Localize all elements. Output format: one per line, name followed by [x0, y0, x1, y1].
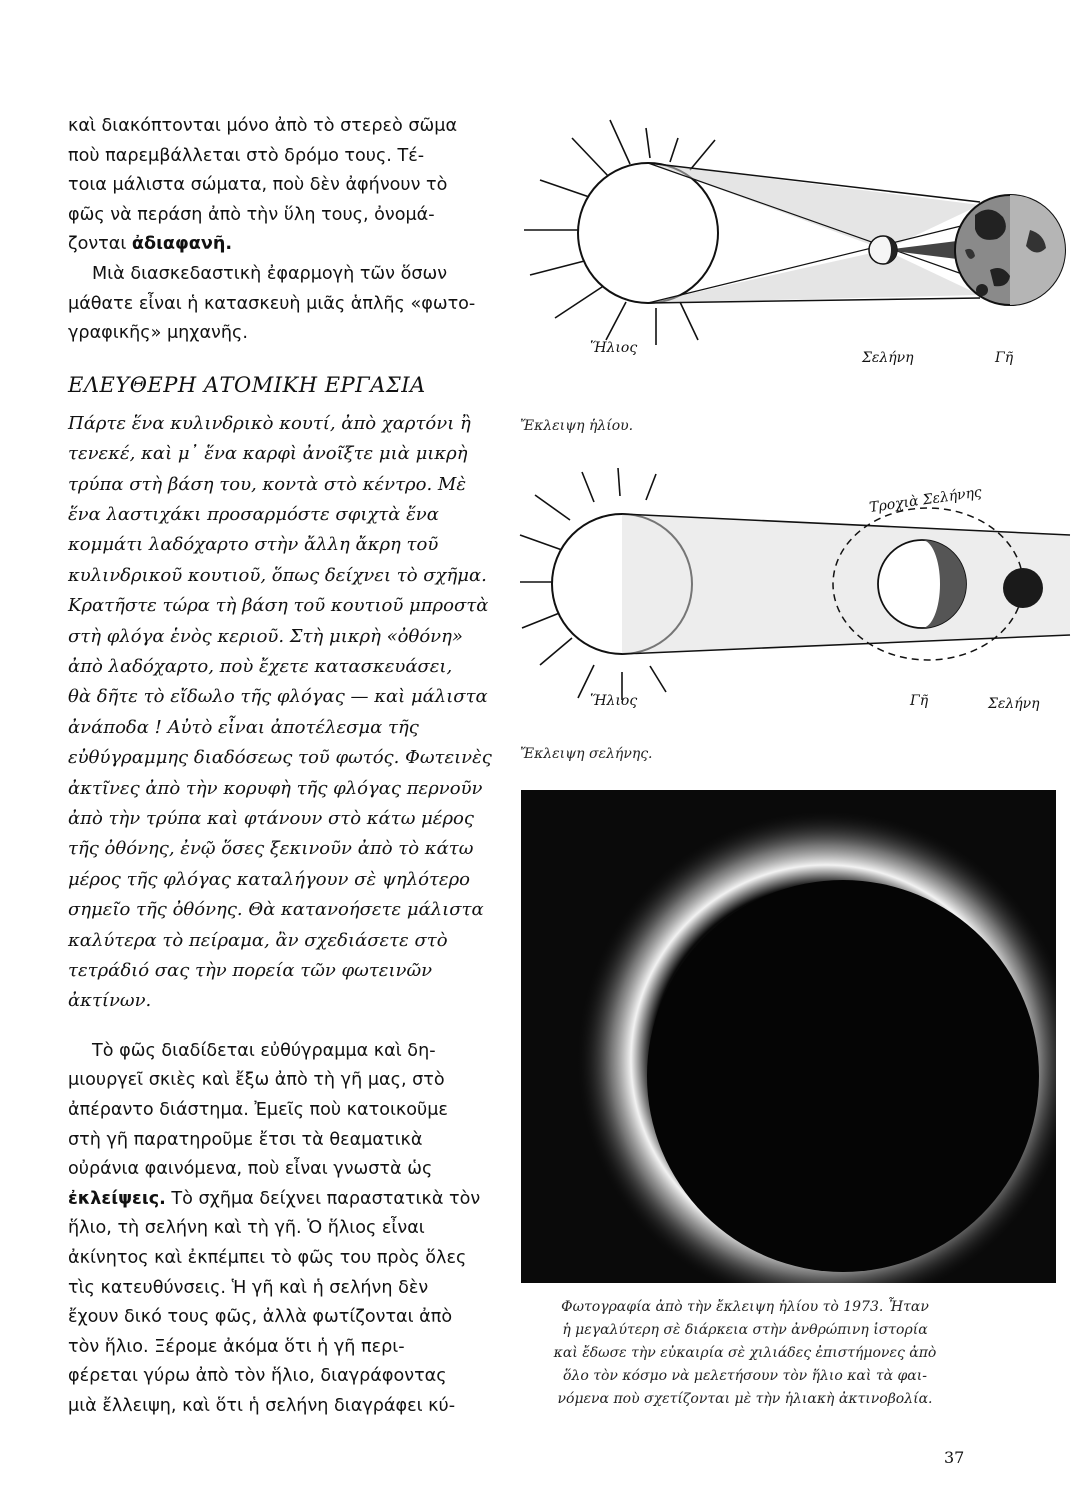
text-line: φῶς νὰ περάση ἀπὸ τὴν ὕλη τους, ὀνομά-	[68, 204, 435, 225]
label-earth: Γῆ	[910, 693, 929, 709]
text-line: ἀπέραντο διάστημα. Ἐμεῖς ποὺ κατοικοῦμε	[68, 1100, 448, 1121]
text-line: μάθατε εἶναι ἡ κατασκευὴ μιᾶς ἁπλῆς «φωτο-	[68, 293, 476, 314]
text-line: τετράδιό σας τὴν πορεία τῶν φωτεινῶν	[68, 960, 433, 982]
text-fragment: Τὸ σχῆμα δείχνει παραστατικὰ τὸν	[165, 1188, 481, 1209]
text-line: ἀνάποδα ! Αὐτὸ εἶναι ἀποτέλεσμα τῆς	[68, 716, 419, 738]
label-moon-orbit: Τροχιὰ Σελήνης	[868, 484, 983, 516]
page-number: 37	[944, 1448, 965, 1467]
paragraph-opaque-bodies	[68, 112, 486, 349]
text-fragment: ζονται	[68, 234, 132, 255]
text-line: μιουργεῖ σκιὲς καὶ ἔξω ἀπὸ τὴ γῆ μας, στὸ	[68, 1070, 445, 1091]
label-moon: Σελήνη	[988, 696, 1040, 712]
text-line: μέρος τῆς φλόγας καταλήγουν σὲ ψηλότερο	[68, 868, 471, 890]
text-line: καλύτερα τὸ πείραμα, ἂν σχεδιάσετε στὸ	[68, 929, 448, 951]
left-column	[68, 112, 492, 1422]
label-sun: Ἥλιος	[590, 693, 638, 709]
text-line: ἥλιο, τὴ σελήνη καὶ τὴ γῆ. Ὁ ἥλιος εἶναι	[68, 1218, 425, 1239]
caption-line: ἡ μεγαλύτερη σὲ διάρκεια στὴν ἀνθρώπινη ἱστορία	[562, 1322, 928, 1338]
earth-icon	[955, 195, 1065, 305]
text-line: ἀπὸ λαδόχαρτο, ποὺ ἔχετε κατασκευάσει,	[68, 656, 453, 677]
text-line: στὴ φλόγα ἑνὸς κεριοῦ. Στὴ μικρὴ «ὀθόνη»	[68, 625, 463, 647]
text-line: ἀκίνητος καὶ ἐκπέμπει τὸ φῶς του πρὸς ὅλες	[68, 1248, 467, 1269]
bold-term-eclipses: ἐκλείψεις.	[68, 1188, 166, 1209]
text-line: τὶς κατευθύνσεις. Ἡ γῆ καὶ ἡ σελήνη δὲν	[68, 1277, 429, 1298]
text-line: τρύπα στὴ βάση του, κοντὰ στὸ κέντρο. Μὲ	[68, 473, 467, 495]
activity-paragraph	[68, 409, 492, 1017]
moon-icon	[1003, 568, 1043, 608]
text-line: ἔχουν δικό τους φῶς, ἀλλὰ φωτίζονται ἀπὸ	[68, 1307, 453, 1328]
text-line: Μιὰ διασκεδαστικὴ ἐφαρμογὴ τῶν ὅσων	[92, 263, 448, 284]
text-line: τῆς ὀθόνης, ἐνῷ ὅσες ξεκινοῦν ἀπὸ τὸ κάτω	[68, 838, 474, 860]
text-line	[68, 230, 486, 260]
caption-line: καὶ ἔδωσε τὴν εὐκαιρία σὲ χιλιάδες ἐπιστήμονες ἀπὸ	[553, 1345, 937, 1361]
figure2-caption: Ἔκλειψη σελήνης.	[520, 746, 653, 762]
caption-line: νόμενα ποὺ σχετίζονται μὲ τὴν ἡλιακὴ ἀκτινοβολία.	[557, 1391, 933, 1407]
text-line: οὐράνια φαινόμενα, ποὺ εἶναι γνωστὰ ὡς	[68, 1159, 433, 1180]
text-line: κομμάτι λαδόχαρτο στὴν ἄλλη ἄκρη τοῦ	[68, 534, 439, 556]
section-heading: ΕΛΕΥΘΕΡΗ ΑΤΟΜΙΚΗ ΕΡΓΑΣΙΑ	[68, 372, 426, 397]
text-line: τὸν ἥλιο. Ξέρομε ἀκόμα ὅτι ἡ γῆ περι-	[68, 1336, 405, 1357]
sun-icon	[578, 163, 718, 303]
corona-image	[521, 790, 1056, 1283]
text-line: θὰ δῆτε τὸ εἴδωλο τῆς φλόγας — καὶ μάλιστα	[68, 686, 488, 708]
label-moon: Σελήνη	[862, 350, 914, 366]
text-line: Κρατῆστε τώρα τὴ βάση τοῦ κουτιοῦ μπροστὰ	[68, 595, 489, 617]
text-line: ἀκτίνων.	[68, 990, 152, 1012]
text-line: γραφικῆς» μηχανῆς.	[68, 323, 248, 344]
text-line: Τὸ φῶς διαδίδεται εὐθύγραμμα καὶ δη-	[92, 1040, 436, 1061]
text-line: φέρεται γύρω ἀπὸ τὸν ἥλιο, διαγράφοντας	[68, 1366, 447, 1387]
caption-line: ὅλο τὸν κόσμο νὰ μελετήσουν τὸν ἥλιο καὶ τὰ φαι-	[563, 1368, 927, 1384]
text-line: ἀπὸ τὴν τρύπα καὶ φτάνουν στὸ κάτω μέρος	[68, 808, 474, 830]
text-line: ἕνα λαστιχάκι προσαρμόστε σφιχτὰ ἕνα	[68, 503, 439, 525]
text-line: εὐθύγραμμης διαδόσεως τοῦ φωτός. Φωτεινὲς	[68, 747, 492, 769]
text-line: ποὺ παρεμβάλλεται στὸ δρόμο τους. Τέ-	[68, 145, 425, 166]
solar-eclipse-diagram	[510, 90, 1070, 390]
text-line: τενεκέ, καὶ μ᾽ ἕνα καρφὶ ἀνοῖξτε μιὰ μικρὴ	[68, 443, 468, 465]
photo-caption	[510, 1296, 980, 1411]
text-line: Πάρτε ἕνα κυλινδρικὸ κουτί, ἀπὸ χαρτόνι ἢ	[68, 412, 471, 434]
paragraph-eclipses	[68, 1037, 486, 1422]
text-line: σημεῖο τῆς ὀθόνης. Θὰ κατανοήσετε μάλιστα	[68, 899, 484, 921]
text-line: καὶ διακόπτονται μόνο ἀπὸ τὸ στερεὸ σῶμα	[68, 116, 458, 136]
figure1-caption: Ἔκλειψη ἡλίου.	[520, 418, 634, 434]
label-sun: Ἥλιος	[590, 340, 638, 356]
eclipse-photo	[521, 790, 1056, 1283]
bold-term-opaque: ἀδιαφανῆ.	[131, 234, 233, 255]
text-line: τοια μάλιστα σώματα, ποὺ δὲν ἀφήνουν τὸ	[68, 175, 448, 196]
label-earth: Γῆ	[995, 350, 1014, 366]
caption-line: Φωτογραφία ἀπὸ τὴν ἔκλειψη ἡλίου τὸ 1973. Ἦταν	[561, 1299, 929, 1315]
lunar-eclipse-diagram	[510, 460, 1072, 725]
text-line: κυλινδρικοῦ κουτιοῦ, ὅπως δείχνει τὸ σχῆμα.	[68, 564, 487, 586]
text-line: στὴ γῆ παρατηροῦμε ἔτσι τὰ θεαματικὰ	[68, 1129, 423, 1150]
text-line: ἀκτῖνες ἀπὸ τὴν κορυφὴ τῆς φλόγας περνοῦν	[68, 777, 483, 799]
text-line: μιὰ ἔλλειψη, καὶ ὅτι ἡ σελήνη διαγράφει κύ-	[68, 1396, 456, 1416]
text-line	[68, 1185, 486, 1215]
